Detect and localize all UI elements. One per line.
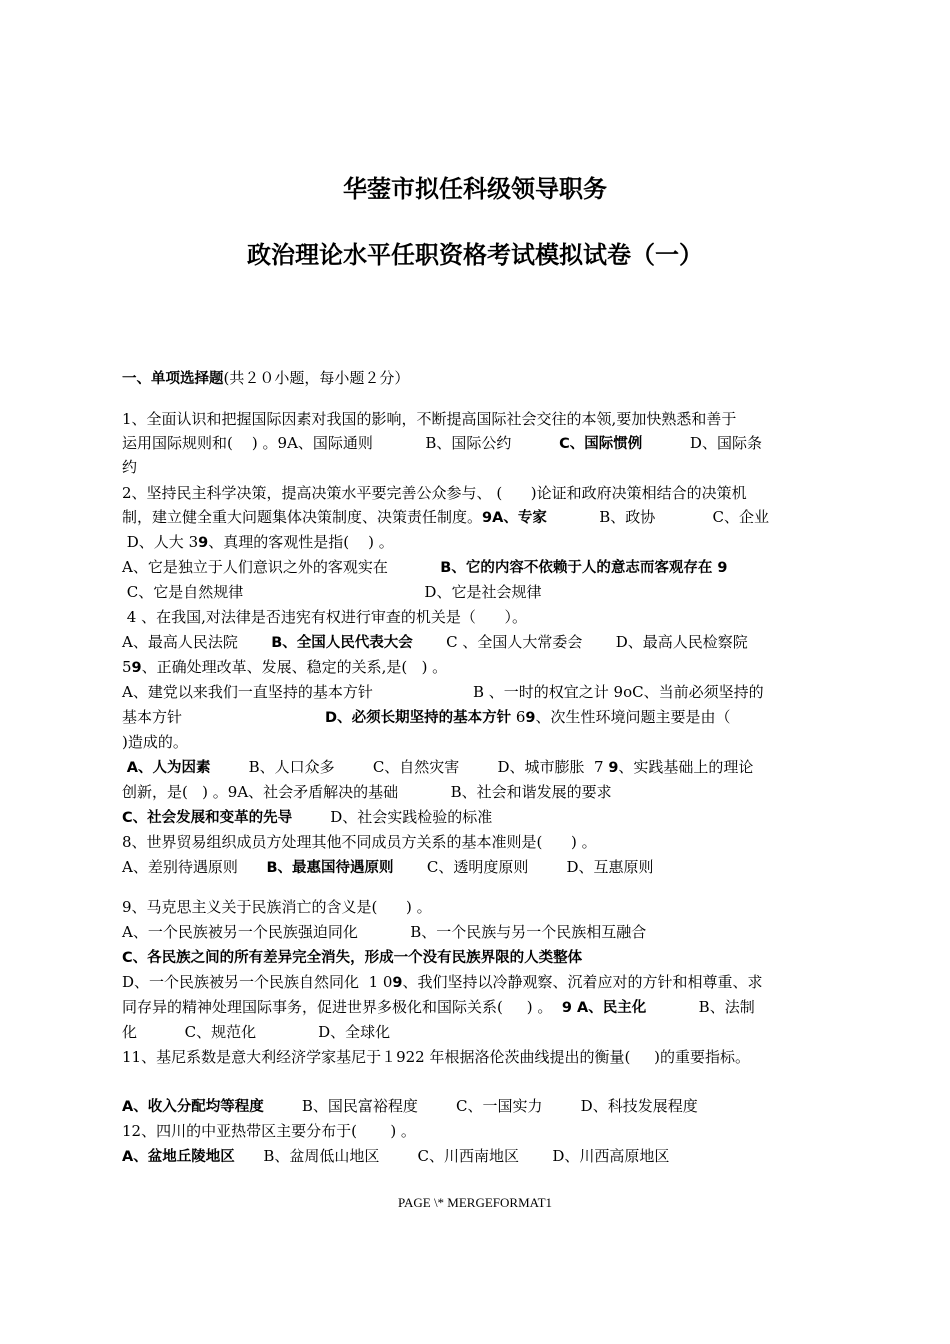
question-text: 、正确处理改革、发展、稳定的关系,是( ) 。 [141, 658, 448, 676]
answer-text: 9 A、民主化 [561, 1000, 647, 1016]
question-text: 12、四川的中亚热带区主要分布于( ) 。 [122, 1122, 416, 1140]
page-footer: PAGE \* MERGEFORMAT1 [397, 1195, 553, 1210]
text-line [122, 407, 842, 431]
question-text: 1、全面认识和把握国际因素对我国的影响，不断提高国际社会交往的本领,要加快熟悉和善于 [122, 410, 737, 428]
question-text: 2、坚持民主科学决策，提高决策水平要完善公众参与、 ( )论证和政府决策相结合的决策机 [122, 484, 747, 502]
question-text: C、透明度原则 D、互惠原则 [393, 858, 654, 876]
question-text: B、政协 C、企业 [546, 508, 769, 526]
question-text: 8、世界贸易组织成员方处理其他不同成员方关系的基本准则是( ) 。 [122, 833, 597, 851]
text-line [122, 995, 842, 1020]
question-text: 、我们坚持以冷静观察、沉着应对的方针和相尊重、求 [402, 973, 763, 991]
question-text: D、一个民族被另一个民族自然同化 1 0 [122, 973, 393, 991]
text-line [122, 481, 842, 505]
question-text: B、国民富裕程度 C、一国实力 D、科技发展程度 [263, 1097, 698, 1115]
answer-text: 一、单项选择题 [122, 371, 224, 387]
answer-text: 9A、专家 [482, 510, 547, 526]
question-text: 6 [511, 708, 526, 726]
text-line [122, 855, 842, 880]
question-text: )造成的。 [122, 733, 188, 751]
question-text: 、实践基础上的理论 [618, 758, 754, 776]
text-line [122, 605, 842, 629]
text-line [122, 455, 842, 479]
question-text: 基本方针 [122, 708, 326, 726]
text-line [122, 805, 842, 830]
question-text: 4 、在我国,对法律是否违宪有权进行审查的机关是（ ）。 [122, 608, 527, 626]
text-line [122, 780, 842, 804]
question-text: A、建党以来我们一直坚持的基本方针 B 、一时的权宜之计 9oC、当前必须坚持的 [122, 683, 764, 701]
question-text: C、它是自然规律 D、它是社会规律 [122, 583, 542, 601]
text-line [122, 630, 842, 655]
question-text: A、最高人民法院 [122, 633, 272, 651]
answer-text: 9 [198, 535, 209, 551]
answer-text: B、全国人民代表大会 [271, 635, 413, 651]
question-text: D、国际条 [642, 434, 762, 452]
text-line [122, 895, 842, 919]
question-text: (共２０小题，每小题２分） [223, 369, 410, 387]
question-text: 化 C、规范化 D、全球化 [122, 1023, 391, 1041]
question-text: D、社会实践检验的标准 [292, 808, 493, 826]
text-line [122, 945, 842, 970]
question-text: A、差别待遇原则 [122, 858, 267, 876]
answer-text: A、收入分配均等程度 [122, 1099, 264, 1115]
text-line [122, 431, 842, 456]
text-line [122, 730, 842, 754]
text-line [122, 366, 842, 391]
page-title-line-2: 政治理论水平任职资格考试模拟试卷（一） [247, 241, 703, 269]
text-line [122, 1045, 842, 1069]
question-text: 、次生性环境问题主要是由（ [535, 708, 731, 726]
question-text: 运用国际规则和( ) 。9A、国际通则 B、国际公约 [122, 434, 560, 452]
text-line [122, 705, 842, 730]
text-line [122, 505, 842, 530]
answer-text: 9 [608, 760, 619, 776]
question-text: A、它是独立于人们意识之外的客观实在 [122, 558, 441, 576]
question-text: 9、马克思主义关于民族消亡的含义是( ) 。 [122, 898, 432, 916]
answer-text: 9 [131, 660, 142, 676]
answer-text: C、国际惯例 [559, 436, 643, 452]
page-title-line-1: 华蓥市拟任科级领导职务 [343, 175, 607, 203]
question-text: B、盆周低山地区 C、川西南地区 D、川西高原地区 [234, 1147, 670, 1165]
text-line [122, 530, 842, 555]
text-line [122, 1119, 842, 1143]
question-text: 约 [122, 458, 138, 476]
text-line [122, 755, 842, 780]
text-line [122, 1094, 842, 1119]
answer-text: 9 [392, 975, 403, 991]
answer-text: C、各民族之间的所有差异完全消失，形成一个没有民族界限的人类整体 [122, 950, 583, 966]
question-text: C 、全国人大常委会 D、最高人民检察院 [412, 633, 748, 651]
question-text: 11、基尼系数是意大利经济学家基尼于１922 年根据洛伦茨曲线提出的衡量( )的重要指标。 [122, 1048, 751, 1066]
answer-text: A、盆地丘陵地区 [122, 1149, 235, 1165]
answer-text: A、人为因素 [126, 760, 211, 776]
question-text: 创新，是( ) 。9A、社会矛盾解决的基础 B、社会和谐发展的要求 [122, 783, 612, 801]
answer-text: B、最惠国待遇原则 [266, 860, 394, 876]
text-line [122, 920, 842, 944]
question-text: 5 [122, 658, 132, 676]
text-line [122, 580, 842, 604]
text-line [122, 655, 842, 680]
answer-text: D、必须长期坚持的基本方针 [325, 710, 512, 726]
text-line [122, 970, 842, 995]
question-text: 同存异的精神处理国际事务，促进世界多极化和国际关系( ) 。 [122, 998, 562, 1016]
question-text: D、人大 3 [122, 533, 199, 551]
question-text: B、人口众多 C、自然灾害 D、城市膨胀 7 [210, 758, 609, 776]
text-line [122, 830, 842, 854]
text-line [122, 680, 842, 704]
question-text: A、一个民族被另一个民族强迫同化 B、一个民族与另一个民族相互融合 [122, 923, 647, 941]
question-text: 制，建立健全重大问题集体决策制度、决策责任制度。 [122, 508, 483, 526]
text-line [122, 1144, 842, 1169]
question-text: 、真理的客观性是指( ) 。 [208, 533, 394, 551]
question-text: B、法制 [646, 998, 755, 1016]
answer-text: C、社会发展和变革的先导 [122, 810, 293, 826]
text-line [122, 555, 842, 580]
answer-text: B、它的内容不依赖于人的意志而客观存在 9 [440, 560, 728, 576]
text-line [122, 1020, 842, 1044]
answer-text: 9 [525, 710, 536, 726]
